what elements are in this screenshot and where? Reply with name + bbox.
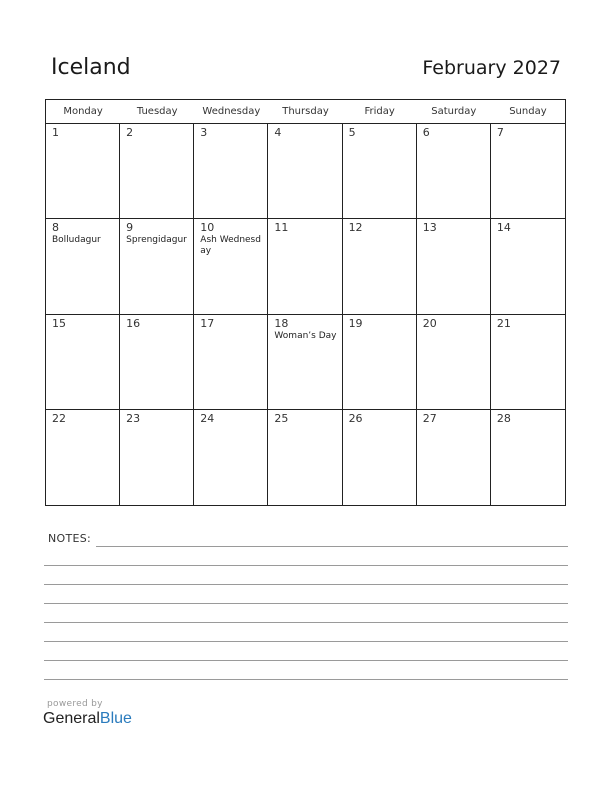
day-cell[interactable] <box>120 219 194 314</box>
day-cell[interactable] <box>46 219 120 314</box>
day-cell[interactable] <box>491 219 565 314</box>
notes-line[interactable] <box>44 584 568 585</box>
day-cell[interactable] <box>194 410 268 505</box>
day-cell[interactable] <box>268 124 342 219</box>
day-number: 22 <box>52 411 66 425</box>
day-number: 24 <box>200 411 215 425</box>
day-cell[interactable] <box>343 124 417 219</box>
day-cell[interactable] <box>417 124 491 219</box>
day-number: 18 <box>274 316 289 330</box>
day-cell[interactable] <box>120 410 194 505</box>
weekday-saturday: Saturday <box>431 106 477 117</box>
day-cell[interactable] <box>343 315 417 410</box>
day-cell[interactable] <box>120 315 194 410</box>
day-cell[interactable] <box>194 219 268 314</box>
holiday-label: Ash Wednesday <box>200 235 261 257</box>
day-number: 6 <box>422 126 430 139</box>
day-number: 23 <box>126 411 141 425</box>
powered-by-text: powered by <box>47 699 103 709</box>
brand-name-part2: Blue <box>99 710 132 727</box>
day-number: 4 <box>274 126 282 139</box>
weekday-friday: Friday <box>364 106 395 117</box>
day-number: 16 <box>126 316 141 330</box>
day-cell[interactable] <box>491 410 565 505</box>
notes-line[interactable] <box>44 660 568 661</box>
day-cell[interactable] <box>417 410 491 505</box>
day-number: 13 <box>422 221 437 235</box>
day-cell[interactable] <box>268 410 342 505</box>
day-number: 2 <box>126 126 134 139</box>
calendar-grid <box>45 99 566 506</box>
day-number: 11 <box>274 221 289 235</box>
day-number: 20 <box>422 316 437 330</box>
day-cell[interactable] <box>268 219 342 314</box>
day-grid <box>46 124 565 505</box>
notes-line[interactable] <box>44 679 568 680</box>
notes-label: NOTES: <box>48 532 92 545</box>
notes-line[interactable] <box>44 641 568 642</box>
day-number: 3 <box>200 126 208 139</box>
day-number: 19 <box>348 316 363 330</box>
day-number: 12 <box>348 221 363 235</box>
day-cell[interactable] <box>194 315 268 410</box>
day-cell[interactable] <box>120 124 194 219</box>
day-number: 21 <box>496 316 511 330</box>
holiday-label: Sprengidagur <box>126 235 187 246</box>
day-cell[interactable] <box>268 315 342 410</box>
day-number: 1 <box>52 126 59 139</box>
notes-line[interactable] <box>44 622 568 623</box>
day-cell[interactable] <box>491 315 565 410</box>
day-cell[interactable] <box>343 410 417 505</box>
brand-name-part1: General <box>43 710 100 727</box>
day-number: 26 <box>348 411 363 425</box>
weekday-tuesday: Tuesday <box>136 106 178 117</box>
day-cell[interactable] <box>343 219 417 314</box>
day-cell[interactable] <box>417 315 491 410</box>
holiday-label: Woman’s Day <box>274 330 337 341</box>
weekday-sunday: Sunday <box>509 106 547 117</box>
weekday-header-row <box>46 100 565 124</box>
day-number: 17 <box>200 316 215 330</box>
day-cell[interactable] <box>46 124 120 219</box>
day-cell[interactable] <box>491 124 565 219</box>
day-number: 8 <box>52 221 59 235</box>
day-number: 9 <box>126 221 134 235</box>
month-title: February 2027 <box>422 57 561 79</box>
holiday-label: Bolludagur <box>52 235 101 246</box>
notes-line[interactable] <box>44 565 568 566</box>
weekday-monday: Monday <box>63 106 103 117</box>
weekday-wednesday: Wednesday <box>202 106 261 117</box>
day-cell[interactable] <box>46 410 120 505</box>
notes-line[interactable] <box>96 546 568 547</box>
day-number: 7 <box>496 126 504 139</box>
day-number: 27 <box>422 411 437 425</box>
day-cell[interactable] <box>46 315 120 410</box>
day-number: 15 <box>52 316 66 330</box>
notes-line[interactable] <box>44 603 568 604</box>
day-cell[interactable] <box>417 219 491 314</box>
generalblue-logo[interactable] <box>43 710 132 728</box>
day-number: 14 <box>496 221 511 235</box>
day-number: 5 <box>348 126 356 139</box>
weekday-thursday: Thursday <box>282 106 329 117</box>
country-title: Iceland <box>51 55 131 80</box>
day-number: 28 <box>496 411 511 425</box>
day-cell[interactable] <box>194 124 268 219</box>
day-number: 10 <box>200 221 215 235</box>
day-number: 25 <box>274 411 289 425</box>
